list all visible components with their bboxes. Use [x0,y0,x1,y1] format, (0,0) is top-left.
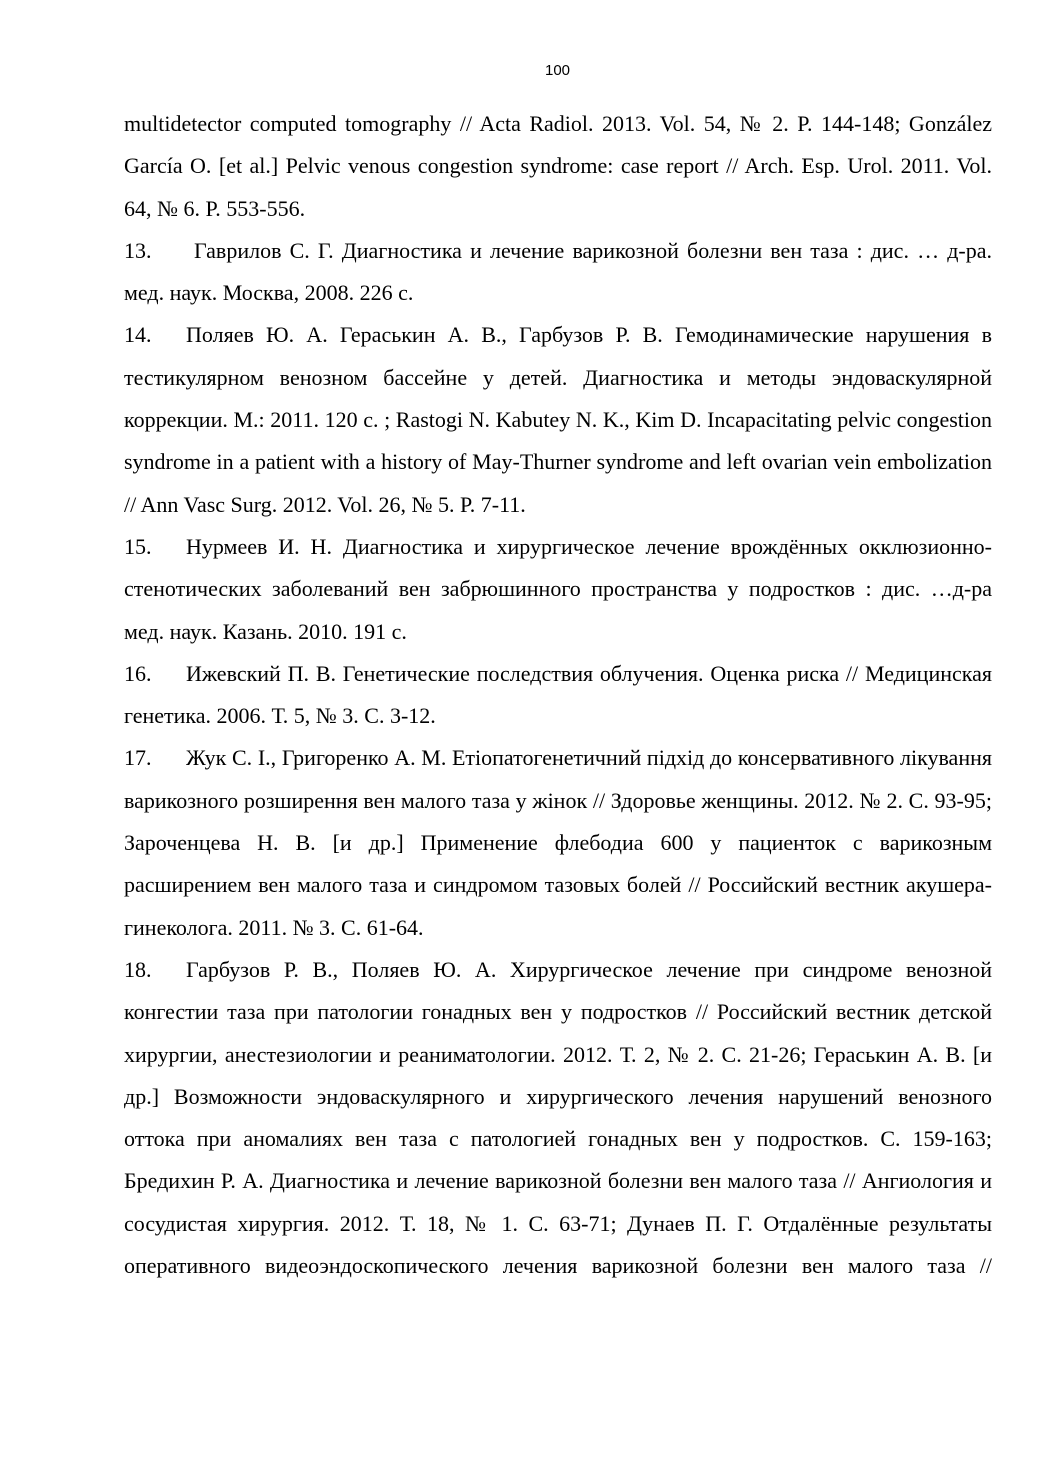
reference-text: multidetector computed tomography // Acta Radiol. 2013. Vol. 54, № 2. P. 144-148; González García O. [et al.] Pelvic venous congestion syndrome: case report // Arch. Esp. Urol. 2011. Vol. 64, № 6. P. 553-556. [124,111,992,221]
reference-17 [124,737,992,948]
page-number: 100 [544,62,571,79]
reference-number: 18. [124,956,152,982]
reference-text: Жук С. І., Григоренко А. М. Етіопатогенетичний підхід до консервативного лікування варикозного розширення вен малого таза у жінок // Здоровье женщины. 2012. № 2. С. 93-95; Зароченцева Н. В. [и др.] Применение флебодиа 600 у пациенток с варикозным расширением вен малого таза и синдромом тазовых болей // Российский вестник акушера-гинеколога. 2011. № 3. С. 61-64. [124,745,992,940]
reference-number: 14. [124,322,152,348]
reference-text: Поляев Ю. А. Гераськин А. В., Гарбузов Р. В. Гемодинамические нарушения в тестикулярном венозном бассейне у детей. Диагностика и методы эндоваскулярной коррекции. М.: 2011. 120 с. ; Rastogi N. Kabutey N. K., Kim D. Incapacitating pelvic congestion syndrome in a patient with a history of May-Thurner syndrome and left ovarian vein embolization // Ann Vasc Surg. 2012. Vol. 26, № 5. P. 7-11. [124,322,992,517]
reference-13 [124,230,992,315]
reference-list [124,103,992,1287]
reference-15 [124,526,992,653]
reference-text: Ижевский П. В. Генетические последствия облучения. Оценка риска // Медицинская генетика. 2006. Т. 5, № 3. С. 3-12. [124,660,992,729]
reference-number: 16. [124,660,152,686]
reference-continuation [124,103,992,230]
reference-18 [124,949,992,1287]
reference-number: 17. [124,745,152,771]
reference-text: Гаврилов С. Г. Диагностика и лечение варикозной болезни вен таза : дис. … д-ра. мед. наук. Москва, 2008. 226 с. [124,237,992,306]
reference-text: Нурмеев И. Н. Диагностика и хирургическое лечение врождённых окклюзионно-стенотических заболеваний вен забрюшинного пространства у подростков : дис. …д-ра мед. наук. Казань. 2010. 191 с. [124,533,992,644]
reference-14 [124,314,992,525]
reference-text: Гарбузов Р. В., Поляев Ю. А. Хирургическое лечение при синдроме венозной конгестии таза при патологии гонадных вен у подростков // Российский вестник детской хирургии, анестезиологии и реаниматологии. 2012. Т. 2, № 2. С. 21-26; Гераськин А. В. [и др.] Возможности эндоваскулярного и хирургического лечения нарушений венозного оттока при аномалиях вен таза с патологией гонадных вен у подростков. С. 159-163; Бредихин Р. А. Диагностика и лечение варикозной болезни вен малого таза // Ангиология и сосудистая хирургия. 2012. Т. 18, № 1. С. 63-71; Дунаев П. Г. Отдалённые результаты оперативного видеоэндоскопического лечения варикозной болезни вен малого таза // [124,956,992,1279]
reference-number: 13. [124,237,152,263]
reference-16 [124,653,992,738]
reference-number: 15. [124,533,152,559]
